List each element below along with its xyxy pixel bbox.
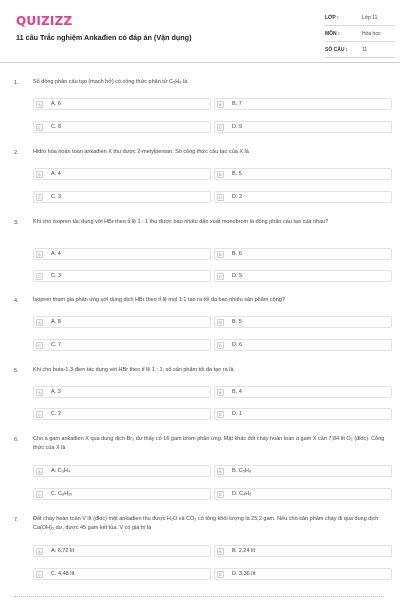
option-letter: A — [36, 389, 43, 396]
option-text: B. 6 — [232, 251, 242, 257]
option-text: B. 7 — [232, 101, 242, 107]
question-number: 4. — [14, 298, 19, 304]
option-text: A. 6,72 lít — [51, 548, 75, 554]
option-letter: C — [36, 342, 43, 349]
answer-option-a[interactable] — [33, 248, 211, 260]
meta-value: 11 — [362, 47, 368, 53]
option-text: B. 2,24 lít — [232, 548, 256, 554]
option-letter: B — [217, 548, 224, 555]
option-text: C. 7 — [51, 342, 62, 348]
option-text: C. 4,48 lít — [51, 571, 75, 577]
option-text: C. 3 — [51, 194, 62, 200]
option-text: D. 9 — [232, 124, 243, 130]
meta-label: MÔN : — [325, 31, 340, 37]
question-number: 3. — [14, 220, 19, 226]
question-text: Khi cho buta-1,3-đien tác dụng với HBr theo tỉ lệ 1 : 1, số sản phẩm tối đa tạo ra là — [33, 367, 234, 373]
answer-option-d[interactable] — [214, 568, 392, 580]
answer-option-c[interactable] — [33, 488, 211, 500]
option-letter: B — [217, 468, 224, 475]
answer-option-a[interactable] — [33, 545, 211, 557]
option-text: C. 8 — [51, 124, 62, 130]
question-number: 7. — [14, 517, 19, 523]
answer-option-d[interactable] — [214, 408, 392, 420]
option-letter: C — [36, 491, 43, 498]
answer-option-c[interactable] — [33, 339, 211, 351]
meta-value: Lớp 11 — [362, 15, 378, 21]
answer-option-b[interactable] — [214, 465, 392, 477]
meta-row-grade — [325, 10, 395, 26]
question-number: 2. — [14, 150, 19, 156]
option-letter: D — [217, 491, 224, 498]
option-text: D. 5 — [232, 273, 243, 279]
option-letter: D — [217, 194, 224, 201]
header-divider — [0, 62, 400, 63]
option-text: C. 3 — [51, 273, 62, 279]
option-text: B. 5 — [232, 171, 242, 177]
question-number: 5. — [14, 368, 19, 374]
answer-option-b[interactable] — [214, 168, 392, 180]
answer-option-d[interactable] — [214, 121, 392, 133]
option-letter: D — [217, 342, 224, 349]
option-letter: D — [217, 124, 224, 131]
option-letter: C — [36, 273, 43, 280]
answer-option-c[interactable] — [33, 191, 211, 203]
option-text: A. 4 — [51, 251, 61, 257]
answer-option-b[interactable] — [214, 316, 392, 328]
option-text: A. 4 — [51, 171, 61, 177]
answer-option-a[interactable] — [33, 465, 211, 477]
option-text: D. 6 — [232, 342, 243, 348]
meta-label: LỚP : — [325, 15, 339, 21]
option-text: B. 4 — [232, 389, 242, 395]
answer-option-d[interactable] — [214, 191, 392, 203]
answer-option-a[interactable] — [33, 386, 211, 398]
question-text: Hiđro hóa hoàn toàn ankađien X thu được 2-metylpentan. Số công thức cấu tạo của X là — [33, 149, 249, 155]
question-text: Isopren tham gia phản ứng với dung dịch HBr theo tỉ lệ mol 1:1 tạo ra tối đa bao nhiêu sản phẩm cộng? — [33, 297, 285, 303]
question-text: Cho a gam ankađien X qua dung dịch Br₂ dư thấy có 16 gam brom phản ứng. Mặt khác đốt cháy hoàn toàn a gam X cần 7,84 lít O₂ (đktc). Công thức của X là — [33, 436, 385, 451]
option-letter: A — [36, 171, 43, 178]
option-letter: B — [217, 389, 224, 396]
option-letter: A — [36, 251, 43, 258]
option-letter: C — [36, 411, 43, 418]
option-text: C. C₆H₁₀ — [51, 491, 73, 497]
answer-option-b[interactable] — [214, 545, 392, 557]
answer-option-d[interactable] — [214, 339, 392, 351]
quizizz-logo: QUIZIZZ — [16, 14, 73, 28]
option-letter: B — [217, 101, 224, 108]
option-text: D. 1 — [232, 411, 243, 417]
answer-option-a[interactable] — [33, 98, 211, 110]
option-text: A. 6 — [51, 101, 61, 107]
document-header — [0, 0, 400, 62]
option-letter: A — [36, 548, 43, 555]
answer-option-c[interactable] — [33, 121, 211, 133]
option-text: D. 3,36 lít — [232, 571, 256, 577]
meta-value: Hóa học — [362, 31, 381, 37]
option-text: B. C₅H₈ — [232, 468, 252, 474]
option-letter: C — [36, 571, 43, 578]
answer-option-b[interactable] — [214, 386, 392, 398]
meta-row-subject — [325, 26, 395, 42]
question-text: Đốt cháy hoàn toàn V lít (đktc) một ankađien thu được H₂O và CO₂ có tổng khối lượng là 25,2 gam. Nếu cho sản phẩm cháy đi qua dung dịch Ca(OH)₂ dư, được 45 gam kết tủa. V có giá trị là — [33, 516, 379, 531]
question-number: 1. — [14, 80, 19, 86]
option-letter: D — [217, 411, 224, 418]
option-letter: B — [217, 319, 224, 326]
option-letter: C — [36, 194, 43, 201]
answer-option-c[interactable] — [33, 408, 211, 420]
answer-option-b[interactable] — [214, 248, 392, 260]
answer-option-b[interactable] — [214, 98, 392, 110]
option-text: A. 8 — [51, 319, 61, 325]
answer-option-a[interactable] — [33, 168, 211, 180]
option-text: B. 5 — [232, 319, 242, 325]
answer-option-d[interactable] — [214, 270, 392, 282]
question-text: Số đồng phân cấu tạo (mạch hở) có công thức phân tử C₅H₈ là — [33, 79, 188, 85]
option-text: A. C₃H₄ — [51, 468, 71, 474]
document-title: 11 câu Trắc nghiệm Ankađien có đáp án (Vận dụng) — [16, 33, 192, 42]
option-text: D. 2 — [232, 194, 243, 200]
option-letter: C — [36, 124, 43, 131]
question-text: Khi cho isopren tác dụng với HBr theo tỉ lệ 1 : 1 thu được bao nhiêu dẫn xuất monobrom là đồng phân cấu tạo của nhau? — [33, 219, 329, 225]
option-text: D. C₄H₆ — [232, 491, 252, 497]
option-text: C. 2 — [51, 411, 62, 417]
meta-label: SỐ CÂU : — [325, 47, 348, 53]
answer-option-a[interactable] — [33, 316, 211, 328]
question-number: 6. — [14, 437, 19, 443]
option-letter: D — [217, 571, 224, 578]
answer-option-c[interactable] — [33, 568, 211, 580]
option-letter: A — [36, 319, 43, 326]
option-letter: A — [36, 468, 43, 475]
document-meta — [325, 10, 395, 58]
answer-option-d[interactable] — [214, 488, 392, 500]
answer-option-c[interactable] — [33, 270, 211, 282]
option-letter: B — [217, 171, 224, 178]
option-letter: D — [217, 273, 224, 280]
next-question-cutoff — [14, 596, 384, 599]
option-letter: A — [36, 101, 43, 108]
meta-row-question-count — [325, 42, 395, 58]
option-text: A. 3 — [51, 389, 61, 395]
option-letter: B — [217, 251, 224, 258]
